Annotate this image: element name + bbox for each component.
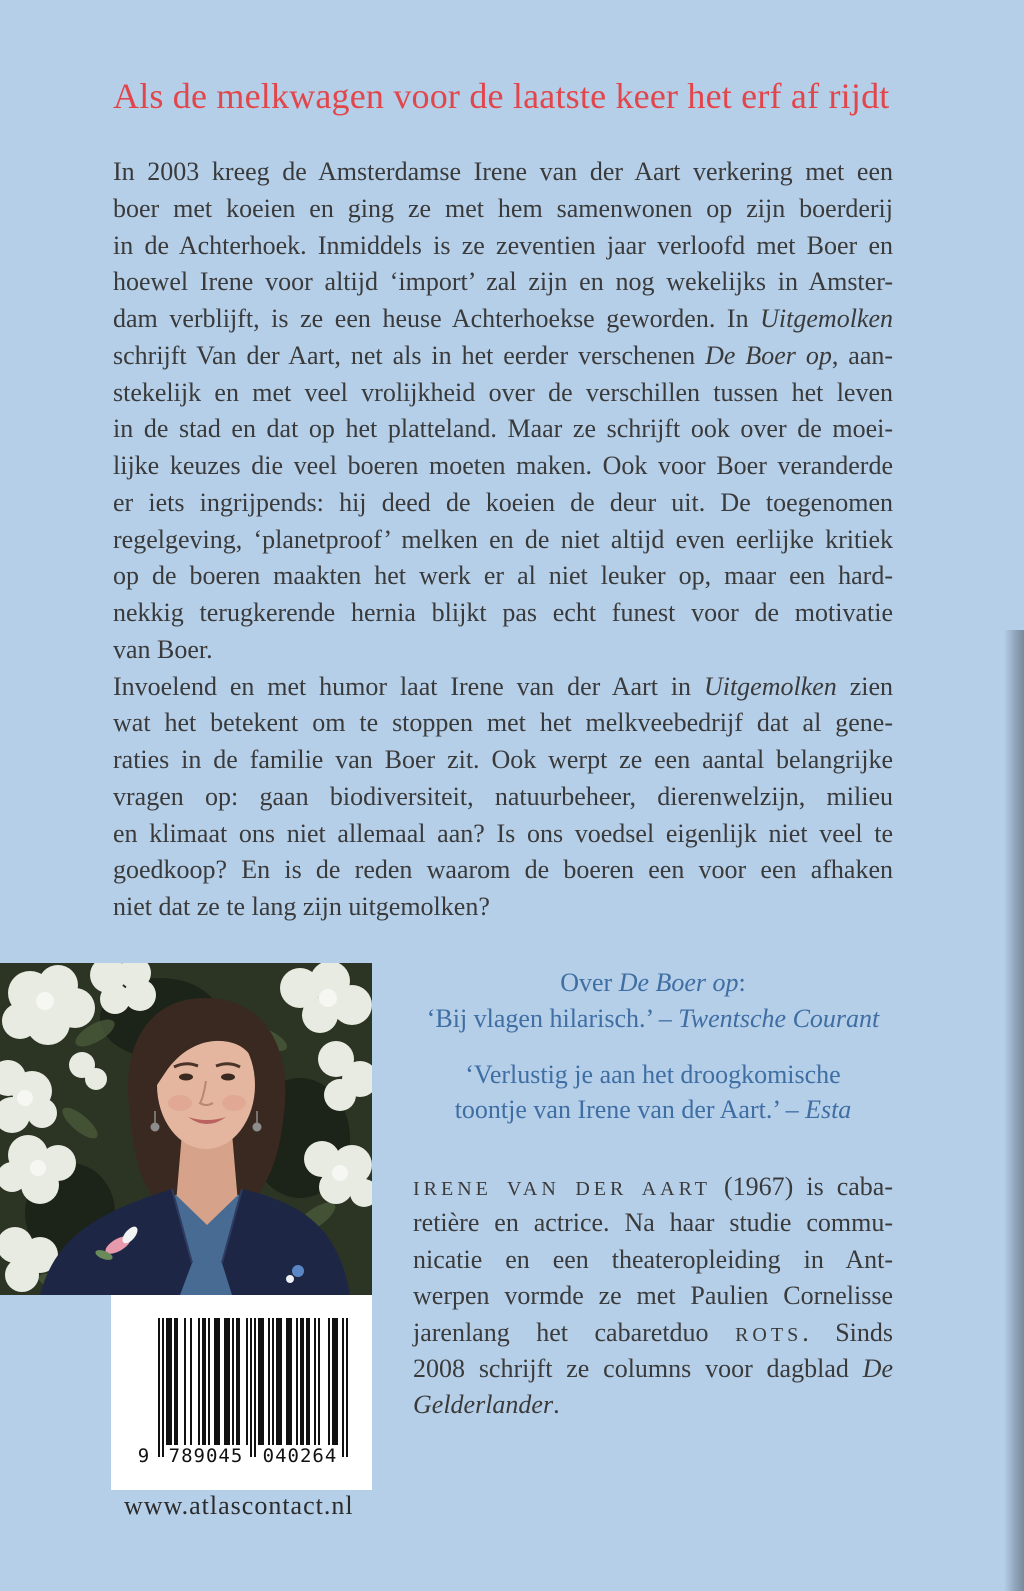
- review-intro: [413, 968, 893, 998]
- barcode-guard-bar: [162, 1318, 164, 1457]
- blurb-line: [113, 411, 893, 448]
- blurb-text: [113, 154, 893, 926]
- blurb-headline: Als de melkwagen voor de laatste keer het erf af rijdt: [113, 76, 890, 116]
- review-source: Twentsche Courant: [678, 1004, 880, 1033]
- blurb-line-text: niet dat ze te lang zijn uitgemolken?: [113, 892, 490, 921]
- blurb-line-text: in de stad en dat op het platteland. Maar ze schrijft ook over de moei-: [113, 414, 893, 444]
- bio-line: [413, 1205, 893, 1241]
- barcode-bar: [300, 1318, 304, 1445]
- barcode-bar: [296, 1318, 298, 1445]
- blurb-line-text: dam verblijft, is ze een heuse Achterhoekse geworden. In: [113, 304, 761, 333]
- barcode-bar: [236, 1318, 240, 1445]
- flower-highlight: [332, 1165, 348, 1181]
- barcode-bar: [286, 1318, 292, 1445]
- blurb-line-text: boer met koeien en ging ze met hem samenwonen op zijn boerderij: [113, 193, 893, 223]
- bio-line-text: nicatie en een theateropleiding in Ant-: [413, 1244, 893, 1274]
- blurb-line: [113, 632, 893, 669]
- bio-line: [413, 1351, 893, 1387]
- review-quote-text: ‘Bij vlagen hilarisch.’ –: [426, 1004, 679, 1033]
- barcode-bar: [166, 1318, 172, 1445]
- blurb-line-text: , aan-: [831, 340, 894, 370]
- barcode-bar: [314, 1318, 316, 1445]
- blurb-line: [113, 448, 893, 485]
- blurb-line-text: hoewel Irene voor altijd ‘import’ zal zijn en nog wekelijks in Amster-: [113, 267, 893, 297]
- blurb-line: [113, 154, 893, 191]
- blurb-line-text: van Boer.: [113, 634, 213, 664]
- blurb-line-text: in de Achterhoek. Inmiddels is ze zeventien jaar verloofd met Boer en: [113, 230, 893, 260]
- barcode-guard-bar: [254, 1318, 256, 1457]
- barcode-bar: [258, 1318, 264, 1445]
- review-quote: [413, 1004, 893, 1034]
- bio-line-text: (1967) is caba-: [710, 1172, 893, 1201]
- flower-petal: [5, 1258, 39, 1292]
- barcode-guard-bar: [250, 1318, 252, 1457]
- barcode-bar: [276, 1318, 282, 1445]
- blurb-line-text: lijke keuzes die veel boeren moeten maken. Ook voor Boer veranderde: [113, 451, 893, 480]
- left-cheek: [168, 1095, 192, 1111]
- blurb-line-text: regelgeving, ‘planetproof’ melken en de niet altijd even eerlijke kritiek: [113, 524, 893, 554]
- blurb-line-text: en klimaat ons niet allemaal aan? Is ons voedsel eigenlijk niet veel te: [113, 818, 893, 848]
- review-quote: [413, 1095, 893, 1125]
- review-intro-text: Over: [560, 968, 619, 997]
- barcode-left-digits: 789045: [168, 1445, 244, 1467]
- blurb-line: [113, 779, 893, 816]
- flower-petal: [324, 1079, 356, 1111]
- flower-highlight: [30, 1160, 46, 1176]
- author-bio: [413, 1169, 893, 1424]
- blurb-line-text: Invoelend en met humor laat Irene van der Aart in: [113, 671, 704, 701]
- blurb-line: [113, 742, 893, 779]
- barcode-bar: [268, 1318, 270, 1445]
- right-eye: [221, 1074, 235, 1081]
- barcode-bar: [174, 1318, 178, 1445]
- cabaret-duo-name: ROTS: [735, 1323, 803, 1346]
- barcode-bar: [224, 1318, 230, 1445]
- blurb-line: [113, 264, 893, 301]
- barcode-right-digits: 040264: [262, 1445, 338, 1467]
- barcode-guard-bar: [342, 1318, 344, 1457]
- blurb-line-text: In 2003 kreeg de Amsterdamse Irene van der Aart verkering met een: [113, 157, 893, 186]
- barcode-guard-bar: [346, 1318, 348, 1457]
- author-photo: [0, 963, 372, 1295]
- blurb-line-text: zien: [836, 671, 893, 701]
- review-quote: [413, 1060, 893, 1090]
- earring-drop: [151, 1123, 159, 1131]
- newspaper-title-italic: De: [862, 1353, 893, 1383]
- blurb-line: [113, 889, 893, 926]
- newspaper-title-italic: Gelderlander: [413, 1390, 554, 1420]
- blurb-line: [113, 522, 893, 559]
- blurb-line-text: stekelijk en met veel vrolijkheid over de verschillen tussen het leven: [113, 377, 893, 407]
- barcode-bar: [328, 1318, 330, 1445]
- blurb-line-text: vragen op: gaan biodiversiteit, natuurbeheer, dierenwelzijn, milieu: [113, 781, 893, 811]
- blurb-line: [113, 191, 893, 228]
- barcode-bar: [332, 1318, 338, 1445]
- right-cheek: [222, 1095, 246, 1111]
- review-source: Esta: [805, 1095, 852, 1124]
- bio-line-text: jarenlang het cabaretduo: [413, 1317, 736, 1347]
- barcode-bar: [190, 1318, 192, 1445]
- barcode-bar: [214, 1318, 220, 1445]
- blurb-line-text: goedkoop? En is de reden waarom de boeren een voor een afhaken: [113, 855, 893, 885]
- flower-petal: [85, 1068, 107, 1090]
- book-title-italic: De Boer op: [705, 340, 832, 370]
- flower-highlight: [17, 1090, 33, 1106]
- barcode-bar: [232, 1318, 234, 1445]
- barcode-bar: [246, 1318, 248, 1445]
- bio-line: [413, 1315, 893, 1351]
- review-intro-text: :: [738, 968, 746, 997]
- blurb-line: [113, 558, 893, 595]
- bio-line: [413, 1387, 893, 1423]
- barcode-bar: [184, 1318, 186, 1445]
- barcode-leading-digit: 9: [137, 1445, 151, 1467]
- blurb-line: [113, 375, 893, 412]
- blurb-line-text: raties in de familie van Boer zit. Ook werpt ze een aantal belangrijke: [113, 745, 893, 774]
- brooch-petal: [286, 1275, 294, 1283]
- review-quote-text: ‘Verlustig je aan het droogkomische: [465, 1060, 841, 1089]
- left-eye: [179, 1074, 193, 1081]
- blurb-line: [113, 852, 893, 889]
- bio-line-text: werpen vormde ze met Paulien Cornelisse: [413, 1281, 893, 1311]
- reviewed-book-title: De Boer op: [618, 968, 739, 997]
- review-quote-text: toontje van Irene van der Aart.’ –: [454, 1095, 806, 1124]
- book-title-italic: Uitgemolken: [703, 671, 837, 701]
- barcode-bar: [202, 1318, 206, 1445]
- bio-line: [413, 1169, 893, 1205]
- barcode-bar: [198, 1318, 200, 1445]
- flower-petal: [100, 984, 130, 1014]
- author-name: IRENE VAN DER AART: [413, 1178, 711, 1200]
- blurb-line: [113, 228, 893, 265]
- blurb-line: [113, 705, 893, 742]
- blurb-line: [113, 595, 893, 632]
- earring-drop: [253, 1123, 261, 1131]
- bio-line-text: .: [553, 1390, 560, 1420]
- blurb-line: [113, 485, 893, 522]
- blurb-line-text: nekkig terugkerende hernia blijkt pas echt funest voor de motivatie: [113, 598, 893, 627]
- bio-line: [413, 1242, 893, 1278]
- blurb-line-text: op de boeren maakten het werk er al niet leuker op, maar een hard-: [113, 561, 893, 591]
- flower-highlight: [319, 989, 337, 1007]
- blurb-line-text: wat het betekent om te stoppen met het melkveebedrijf dat al gene-: [113, 708, 893, 738]
- flower-petal: [332, 985, 372, 1025]
- flower-petal: [2, 1003, 38, 1039]
- bio-line-text: . Sinds: [802, 1317, 893, 1347]
- bio-line: [413, 1278, 893, 1314]
- blurb-line: [113, 816, 893, 853]
- barcode-bar: [208, 1318, 210, 1445]
- blurb-line: [113, 301, 893, 338]
- barcode-bar: [318, 1318, 320, 1445]
- blurb-line-text: er iets ingrijpends: hij deed de koeien de deur uit. De toegenomen: [113, 487, 893, 517]
- barcode-guard-bar: [158, 1318, 160, 1457]
- flower-highlight: [36, 992, 54, 1010]
- bio-line-text: 2008 schrijft ze columns voor dagblad: [413, 1353, 863, 1383]
- brooch-petal: [292, 1265, 304, 1277]
- barcode-bar: [306, 1318, 310, 1445]
- barcode-bar: [272, 1318, 274, 1445]
- book-title-italic: Uitgemolken: [760, 304, 893, 333]
- blurb-line-text: schrijft Van der Aart, net als in het eerder verschenen: [113, 340, 706, 370]
- right-edge-bleed: [1004, 630, 1024, 1591]
- bio-line-text: retière en actrice. Na haar studie commu-: [413, 1208, 893, 1238]
- publisher-website: www.atlascontact.nl: [124, 1491, 354, 1520]
- isbn-barcode: [111, 1295, 372, 1490]
- blurb-line: [113, 669, 893, 706]
- blurb-line: [113, 338, 893, 375]
